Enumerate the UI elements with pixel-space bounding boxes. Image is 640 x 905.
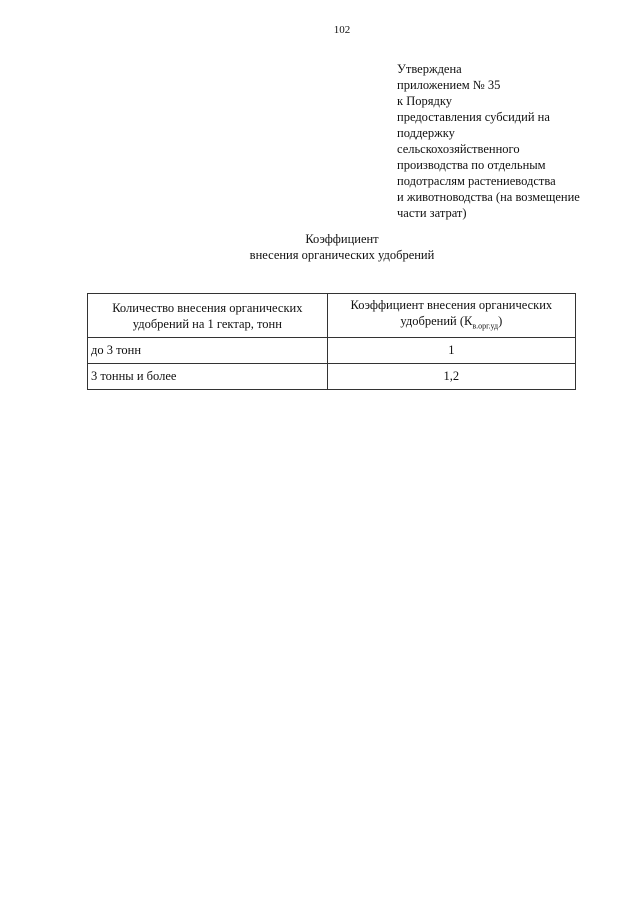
coefficient-table [87, 293, 576, 390]
approval-line: предоставления субсидий на [397, 110, 550, 124]
table-row [88, 364, 576, 390]
header-coefficient [327, 294, 575, 338]
table-header-row [88, 294, 576, 338]
document-title [0, 231, 640, 263]
row-label: 3 тонны и более [88, 364, 328, 390]
approval-line: Утверждена [397, 62, 462, 76]
approval-line: и животноводства (на возмещение [397, 190, 580, 204]
approval-line: подотраслям растениеводства [397, 174, 556, 188]
page-number: 102 [333, 24, 351, 36]
approval-block [397, 61, 637, 221]
approval-line: приложением № 35 [397, 78, 501, 92]
approval-line: производства по отдельным [397, 158, 546, 172]
header-coefficient-subscript: в.орг.уд [472, 321, 499, 331]
header-coefficient-close: ) [498, 313, 503, 328]
approval-line: к Порядку [397, 94, 452, 108]
title-line-1: Коэффициент [305, 232, 379, 246]
row-value: 1,2 [327, 364, 575, 390]
header-coefficient-text: Коэффициент внесения органических удобрений (К [350, 297, 553, 328]
approval-line: сельскохозяйственного [397, 142, 520, 156]
row-label: до 3 тонн [88, 338, 328, 364]
row-value: 1 [327, 338, 575, 364]
approval-line: части затрат) [397, 206, 467, 220]
header-quantity: Количество внесения органических удобрений на 1 гектар, тонн [88, 294, 328, 338]
approval-line: поддержку [397, 126, 455, 140]
title-line-2: внесения органических удобрений [249, 248, 435, 262]
table-row [88, 338, 576, 364]
